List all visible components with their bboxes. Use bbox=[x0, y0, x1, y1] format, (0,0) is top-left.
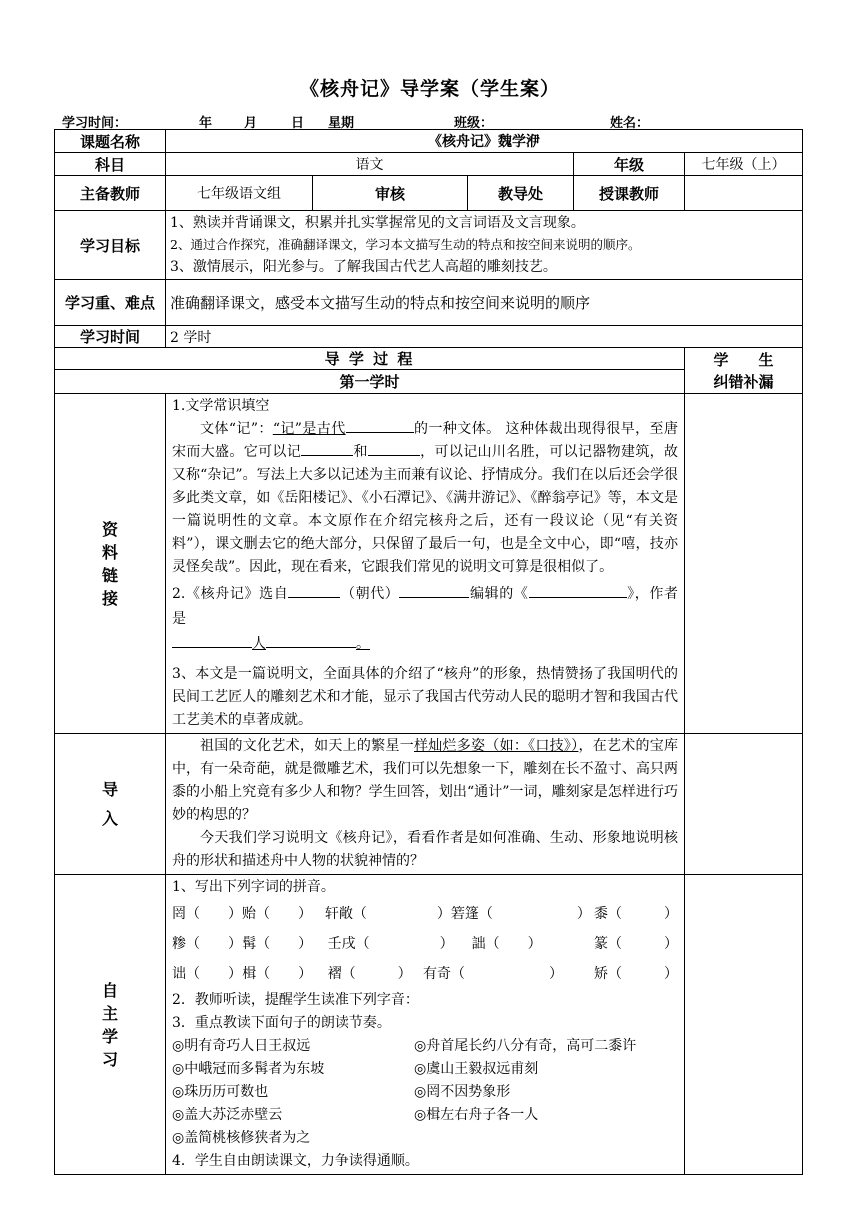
intro-label bbox=[55, 734, 166, 875]
rhythm-sentence: ◎珠历历可数也 bbox=[172, 1084, 269, 1100]
intro-content bbox=[166, 734, 685, 875]
rhythm-row bbox=[172, 1081, 678, 1104]
lesson-1-header: 第一学时 bbox=[55, 370, 685, 394]
lecturer-label: 授课教师 bbox=[574, 176, 685, 211]
q2-blank[interactable] bbox=[266, 633, 356, 648]
q2-blank[interactable] bbox=[288, 583, 340, 598]
q2-text: 》，作者是 bbox=[172, 586, 679, 627]
process-header: 导 学 过 程 bbox=[55, 348, 685, 370]
self-q2: 2．教师听读，提醒学生读准下列字音： bbox=[172, 992, 419, 1008]
pinyin-item[interactable]: 贻（ ） bbox=[242, 906, 312, 922]
q1-underlined: “记”是古代 bbox=[272, 421, 346, 437]
intro-student-cell bbox=[685, 734, 803, 875]
subject-label: 科目 bbox=[55, 153, 166, 176]
pinyin-item[interactable]: 罔（ ） bbox=[172, 906, 242, 922]
day-label: 日 bbox=[291, 116, 305, 131]
class-label: 班级： bbox=[454, 116, 494, 131]
key-points-value: 准确翻译课文，感受本文描写生动的特点和按空间来说明的顺序 bbox=[166, 280, 803, 326]
rhythm-sentence: ◎罔不因势象形 bbox=[414, 1084, 511, 1100]
name-label: 姓名： bbox=[610, 116, 650, 131]
q2-text: 编辑的《 bbox=[469, 586, 529, 602]
goal-item: 2、通过合作探究，准确翻译课文，学习本文描写生动的特点和按空间来说明的顺序。 bbox=[170, 237, 641, 252]
q1-blank[interactable] bbox=[301, 441, 353, 456]
pinyin-item[interactable]: 箬篷（ ） bbox=[450, 906, 591, 922]
month-label: 月 bbox=[244, 116, 258, 131]
resource-label bbox=[55, 394, 166, 734]
pinyin-item[interactable]: 诎（ ） bbox=[172, 966, 242, 982]
student-header-line2: 纠错补漏 bbox=[713, 372, 774, 391]
teacher-label: 主备教师 bbox=[55, 176, 166, 211]
year-label: 年 bbox=[199, 116, 213, 131]
q2-text: 人 bbox=[252, 636, 266, 652]
grade-label: 年级 bbox=[574, 153, 685, 176]
q1-text: 的一种文体。 这种体裁出现得很早，至唐宋而大盛。它可以记 bbox=[172, 421, 678, 460]
self-label-char: 学 bbox=[101, 1026, 118, 1046]
q2-paragraph bbox=[172, 582, 678, 657]
rhythm-row bbox=[172, 1035, 678, 1058]
self-study-label bbox=[55, 875, 166, 1175]
pinyin-item[interactable]: 矫（ ） bbox=[594, 966, 678, 982]
q2-text: 。 bbox=[356, 636, 370, 652]
intro-text: ，在艺术的宝库中，有一朵奇葩，就是微雕艺术，我们可以先想象一下，雕刻在长不盈寸、高只两黍的小船上究竟有多少人和物？学生回答，划出“通计”一词，雕刻家是怎样进行巧妙的构思的？ bbox=[172, 738, 679, 823]
topic-label: 课题名称 bbox=[55, 130, 166, 153]
student-column-header bbox=[685, 348, 803, 394]
q1-text: 文体“记”： bbox=[200, 421, 273, 437]
q1-paragraph bbox=[172, 418, 678, 579]
self-study-student-cell bbox=[685, 875, 803, 1175]
pinyin-item[interactable]: 褶（ ） bbox=[327, 966, 412, 982]
q3-paragraph: 3、本文是一篇说明文，全面具体的介绍了“核舟”的形象，热情赞扬了我国明代的民间工艺匠人的雕刻艺术和才能，显示了我国古代劳动人民的聪明才智和我国古代工艺美术的卓著成就。 bbox=[172, 666, 678, 728]
self-label-char: 主 bbox=[101, 1003, 118, 1023]
rhythm-sentence: ◎盖大苏泛赤壁云 bbox=[172, 1107, 283, 1123]
goal-item: 3、激情展示，阳光参与。了解我国古代艺人高超的雕刻技艺。 bbox=[170, 259, 557, 275]
hours-value: 2 学时 bbox=[166, 326, 803, 348]
pinyin-item[interactable]: 黍（ ） bbox=[594, 906, 678, 922]
self-q3: 3．重点教读下面句子的朗读节奏。 bbox=[172, 1015, 391, 1031]
teacher-value: 七年级语文组 bbox=[166, 176, 313, 211]
resource-student-cell bbox=[685, 394, 803, 734]
rhythm-sentence: ◎楫左右舟子各一人 bbox=[414, 1107, 539, 1123]
q1-text: ，可以记山川名胜，可以记器物建筑，故又称“杂记”。写法上大多以记述为主而兼有议论、抒情成分。我们在以后还会学很多此类文章，如《岳阳楼记》、《小石潭记》、《满井游记》、《醉翁亭记》等，本文是一篇说明性的文章。本文原作在介绍完核舟之后，还有一段议论（见“有关资料”），课文删去它的绝大部分，只保留了最后一句，也是全文中心，即“嘻，技亦灵怪矣哉”。因此，现在看来，它跟我们常见的说明文可算是很相似了。 bbox=[172, 444, 679, 575]
topic-value: 《核舟记》魏学洢 bbox=[166, 130, 803, 153]
meta-line bbox=[62, 112, 782, 130]
resource-label-char: 资 bbox=[101, 519, 118, 539]
self-study-content bbox=[166, 875, 685, 1175]
study-time-label: 学习时间： bbox=[62, 116, 128, 131]
intro-label-char: 导 bbox=[101, 780, 118, 799]
self-q4: 4．学生自由朗读课文，力争读得通顺。 bbox=[172, 1153, 419, 1169]
self-label-char: 自 bbox=[101, 980, 118, 1000]
pinyin-item[interactable]: 糁（ ） bbox=[172, 936, 242, 952]
hours-label: 学习时间 bbox=[55, 326, 166, 348]
pinyin-row bbox=[172, 929, 678, 959]
pinyin-item[interactable]: 楫（ ） bbox=[242, 966, 313, 982]
q2-blank[interactable] bbox=[529, 583, 627, 598]
q2-text: （朝代） bbox=[340, 586, 400, 602]
intro-underlined: 样灿烂多姿（如：《口技》） bbox=[413, 738, 579, 754]
pinyin-item[interactable]: 壬戌（ ） bbox=[327, 936, 454, 952]
resource-label-char: 链 bbox=[101, 565, 118, 585]
q2-text: 2.《核舟记》选自 bbox=[172, 586, 289, 602]
rhythm-sentence: ◎虞山王毅叔远甫刻 bbox=[414, 1061, 539, 1077]
q2-blank[interactable] bbox=[399, 583, 469, 598]
rhythm-sentence: ◎舟首尾长约八分有奇，高可二黍许 bbox=[414, 1038, 637, 1054]
key-points-label: 学习重、难点 bbox=[55, 280, 166, 326]
q2-blank[interactable] bbox=[172, 633, 252, 648]
resource-label-char: 料 bbox=[101, 542, 118, 562]
review-label: 审核 bbox=[313, 176, 468, 211]
rhythm-row bbox=[172, 1058, 678, 1081]
resource-content bbox=[166, 394, 685, 734]
q1-title: 1.文学常识填空 bbox=[172, 398, 270, 414]
q1-blank[interactable] bbox=[346, 418, 414, 433]
self-label-char: 习 bbox=[101, 1049, 118, 1069]
pinyin-row bbox=[172, 959, 678, 989]
pinyin-item[interactable]: 詘（ ） bbox=[471, 936, 542, 952]
lesson-table bbox=[54, 129, 803, 1175]
rhythm-sentence: ◎明有奇巧人日王叔远 bbox=[172, 1038, 311, 1054]
rhythm-sentence: ◎盖简桃核修狭者为之 bbox=[172, 1130, 311, 1146]
page-title: 《核舟记》导学案（学生案） bbox=[299, 78, 560, 100]
rhythm-row bbox=[172, 1104, 678, 1127]
intro-label-char: 入 bbox=[101, 809, 118, 828]
intro-paragraph-2: 今天我们学习说明文《核舟记》，看看作者是如何准确、生动、形象地说明核舟的形状和描述舟中人物的状貌神情的？ bbox=[172, 830, 678, 869]
subject-value: 语文 bbox=[166, 153, 574, 176]
goals-content bbox=[166, 211, 803, 280]
intro-paragraph-1 bbox=[172, 735, 678, 827]
intro-text: 祖国的文化艺术，如天上的繁星一 bbox=[200, 738, 414, 754]
pinyin-row bbox=[172, 899, 678, 929]
grade-value: 七年级（上） bbox=[685, 153, 803, 176]
student-header-line1: 学 生 bbox=[713, 350, 774, 369]
pinyin-item[interactable]: 有奇（ ） bbox=[423, 966, 564, 982]
office-label: 教导处 bbox=[468, 176, 574, 211]
pinyin-question: 1、写出下列字词的拼音。 bbox=[172, 879, 335, 895]
resource-label-char: 接 bbox=[101, 588, 118, 608]
rhythm-sentence: ◎中峨冠而多髯者为东坡 bbox=[172, 1061, 325, 1077]
q1-text: 和 bbox=[353, 444, 368, 460]
q1-blank[interactable] bbox=[368, 441, 420, 456]
weekday-label: 星期 bbox=[328, 116, 355, 131]
pinyin-item[interactable]: 轩敞（ ） bbox=[324, 906, 451, 922]
goal-item: 1、熟读并背诵课文，积累并扎实掌握常见的文言词语及文言现象。 bbox=[170, 215, 585, 231]
goals-label: 学习目标 bbox=[55, 211, 166, 280]
pinyin-item[interactable]: 篆（ ） bbox=[594, 936, 679, 952]
lecturer-value bbox=[685, 176, 803, 211]
pinyin-item[interactable]: 髯（ ） bbox=[242, 936, 313, 952]
